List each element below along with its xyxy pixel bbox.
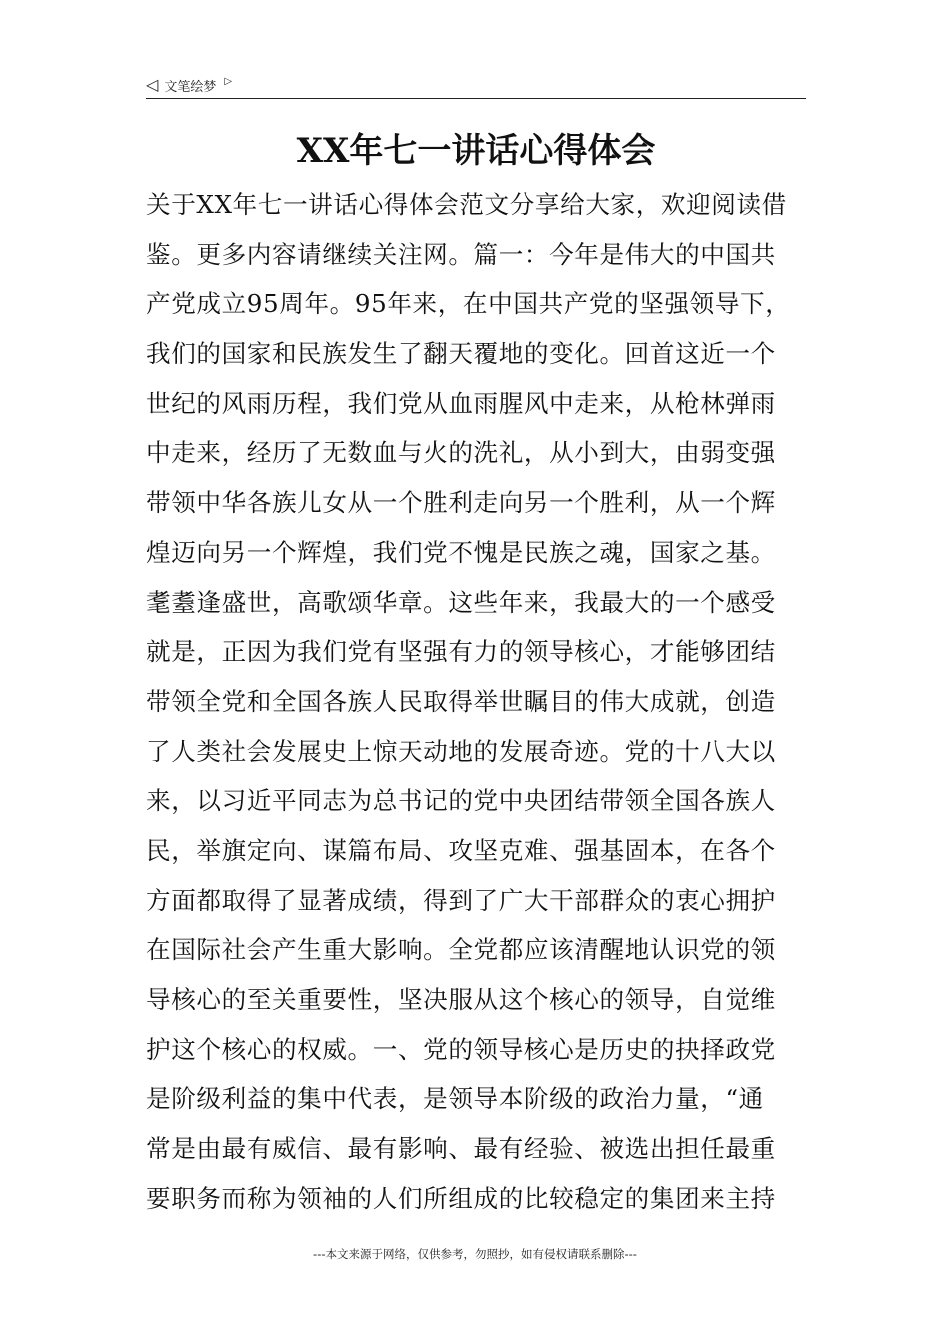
footer-notice: ---本文来源于网络，仅供参考，勿照抄，如有侵权请联系删除--- [313,1247,637,1261]
document-title: XX年七一讲话心得体会 [296,131,656,171]
body-line: 了人类社会发展史上惊天动地的发展奇迹。党的十八大以 [146,736,776,766]
body-line: 我们的国家和民族发生了翻天覆地的变化。回首这近一个 [146,339,776,369]
body-line: 世纪的风雨历程，我们党从血雨腥风中走来，从枪林弹雨 [146,388,776,418]
header-divider [146,98,806,99]
document-body [146,180,808,1223]
brand-label: 文笔绘梦 [164,79,217,95]
body-line: 中走来，经历了无数血与火的洗礼，从小到大，由弱变强 [146,438,776,468]
document-header [146,74,232,96]
body-line: 关于XX年七一讲话心得体会范文分享给大家，欢迎阅读借 [146,190,787,219]
body-line: 民，举旗定向、谋篇布局、攻坚克难、强基固本，在各个 [146,835,776,865]
body-line: 鉴。更多内容请继续关注网。篇一：今年是伟大的中国共 [146,239,776,269]
body-line: 带领中华各族儿女从一个胜利走向另一个胜利，从一个辉 [146,488,776,518]
triangle-right-icon: ▷ [224,76,233,87]
body-line: 产党成立95周年。95年来，在中国共产党的坚强领导下， [146,289,791,319]
body-line: 护这个核心的权威。一、党的领导核心是历史的抉择政党 [146,1034,776,1064]
body-line: 导核心的至关重要性，坚决服从这个核心的领导，自觉维 [146,985,776,1014]
body-line: 来，以习近平同志为总书记的党中央团结带领全国各族人 [146,786,776,816]
body-line: 煌迈向另一个辉煌，我们党不愧是民族之魂，国家之基。 [146,537,776,567]
body-line: 方面都取得了显著成绩，得到了广大干部群众的衷心拥护 [146,885,776,915]
body-line: 耄耋逢盛世，高歌颂华章。这些年来，我最大的一个感受 [146,587,776,617]
body-line: 在国际社会产生重大影响。全党都应该清醒地认识党的领 [146,935,776,965]
body-line: 带领全党和全国各族人民取得举世瞩目的伟大成就，创造 [146,686,776,716]
body-line: 就是，正因为我们党有坚强有力的领导核心，才能够团结 [146,637,776,667]
body-line: 要职务而称为领袖的人们所组成的比较稳定的集团来主持 [146,1183,776,1213]
body-line: 常是由最有威信、最有影响、最有经验、被选出担任最重 [146,1134,776,1164]
body-line: 是阶级利益的集中代表，是领导本阶级的政治力量，“通 [146,1084,764,1114]
triangle-left-icon: ◁ [146,75,159,94]
